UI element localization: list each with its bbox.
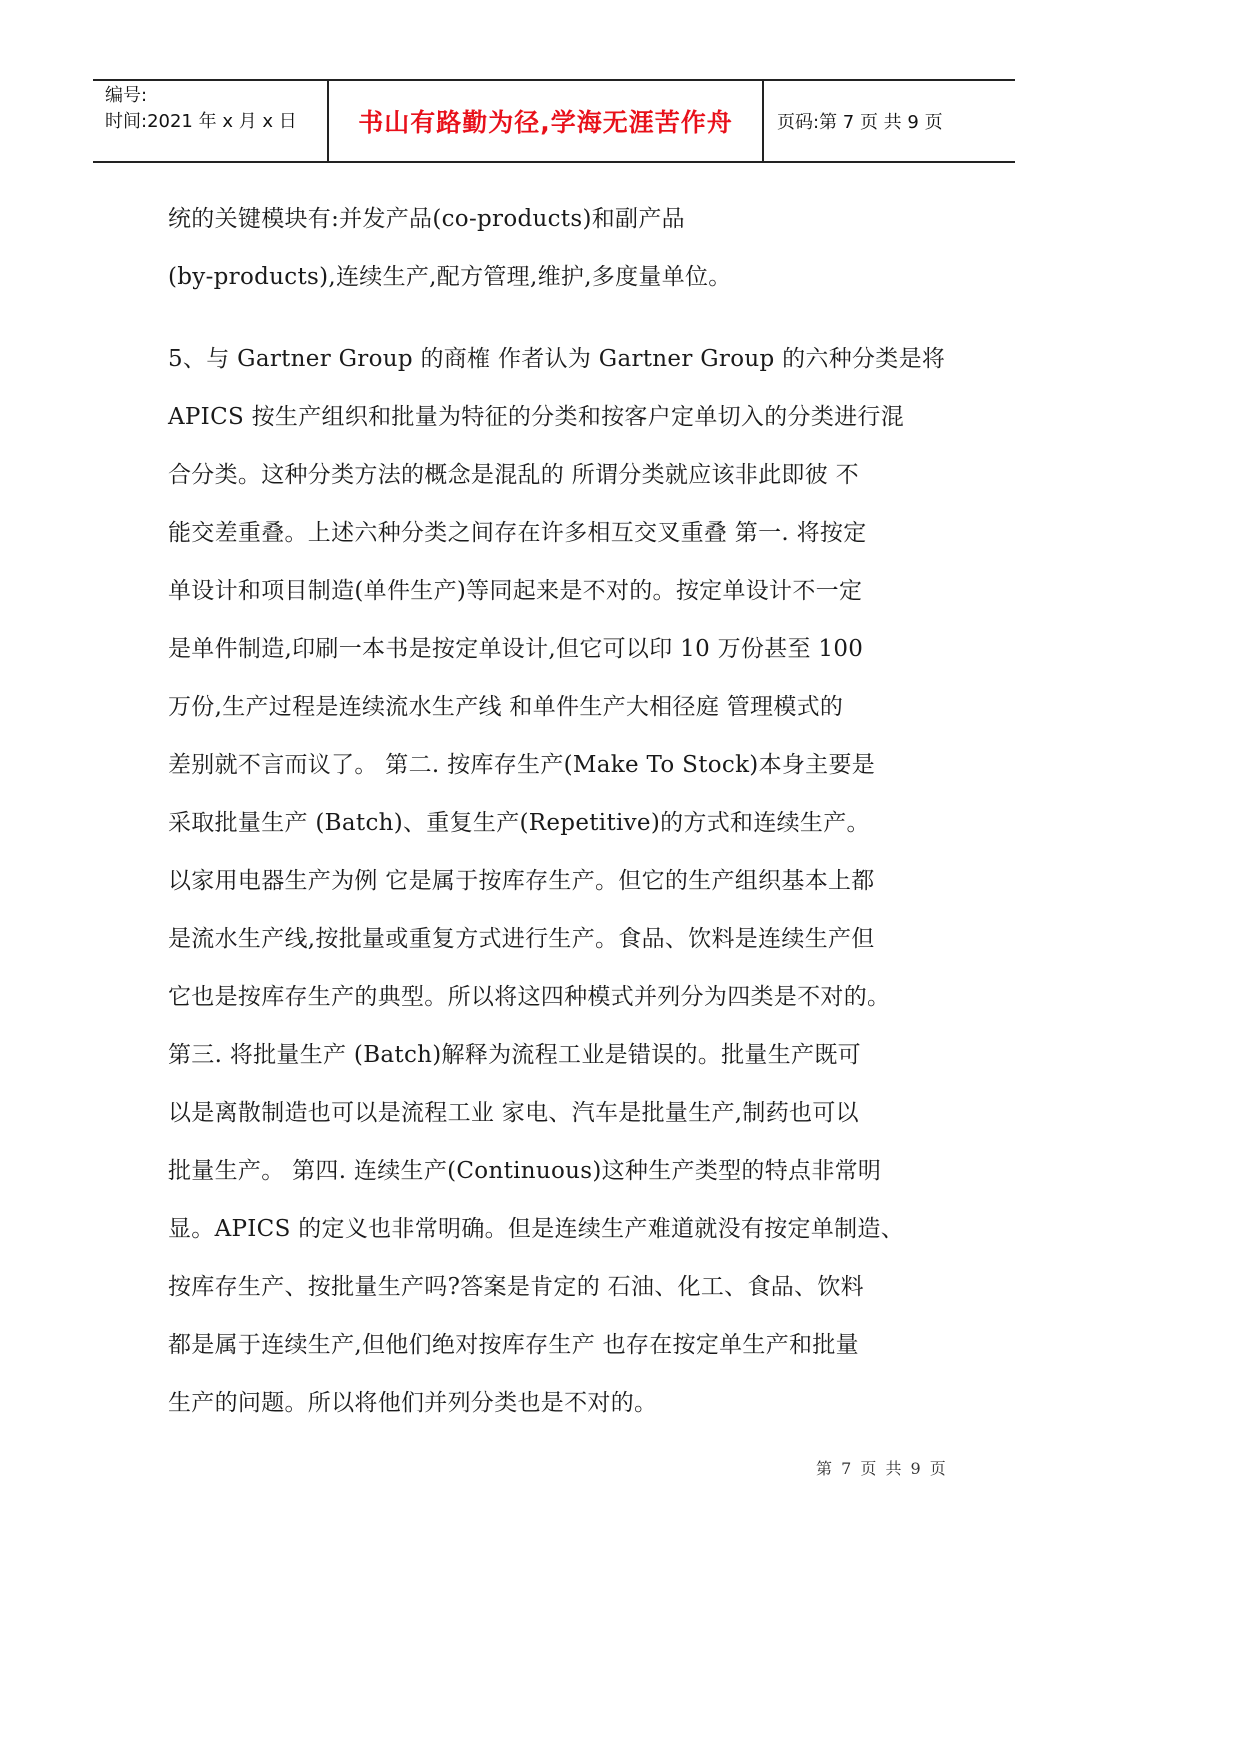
text-line: 万份,生产过程是连续流水生产线 和单件生产大相径庭 管理模式的 [168,694,844,720]
text-line: 批量生产。 第四. 连续生产(Continuous)这种生产类型的特点非常明 [168,1158,882,1184]
text-line: 统的关键模块有:并发产品(co-products)和副产品 [168,206,685,232]
document-header [93,79,1015,163]
paragraph-1 [168,190,968,306]
text-line: 是流水生产线,按批量或重复方式进行生产。食品、饮料是连续生产但 [168,926,875,952]
text-line: 采取批量生产 (Batch)、重复生产(Repetitive)的方式和连续生产。 [168,810,870,836]
document-body [168,190,968,1432]
text-line: 生产的问题。所以将他们并列分类也是不对的。 [168,1390,658,1416]
text-line: 是单件制造,印刷一本书是按定单设计,但它可以印 10 万份甚至 100 [168,636,864,662]
text-line: 以是离散制造也可以是流程工业 家电、汽车是批量生产,制药也可以 [168,1100,859,1126]
text-line: 单设计和项目制造(单件生产)等同起来是不对的。按定单设计不一定 [168,578,863,604]
header-divider-right [762,79,764,163]
text-line: 都是属于连续生产,但他们绝对按库存生产 也存在按定单生产和批量 [168,1332,859,1358]
header-meta [105,83,297,135]
text-line: 合分类。这种分类方法的概念是混乱的 所谓分类就应该非此即彼 不 [168,462,859,488]
text-line: 它也是按库存生产的典型。所以将这四种模式并列分为四类是不对的。 [168,984,891,1010]
text-line: 第三. 将批量生产 (Batch)解释为流程工业是错误的。批量生产既可 [168,1042,861,1068]
text-line: APICS 按生产组织和批量为特征的分类和按客户定单切入的分类进行混 [168,404,905,430]
footer-page-number: 第 7 页 共 9 页 [816,1459,948,1478]
text-line: 能交差重叠。上述六种分类之间存在许多相互交叉重叠 第一. 将按定 [168,520,867,546]
header-time-label: 时间:2021 年 x 月 x 日 [105,111,297,132]
header-motto: 书山有路勤为径,学海无涯苦作舟 [358,108,733,137]
text-line: 以家用电器生产为例 它是属于按库存生产。但它的生产组织基本上都 [168,868,875,894]
text-line: (by-products),连续生产,配方管理,维护,多度量单位。 [168,264,732,290]
text-line: 按库存生产、按批量生产吗?答案是肯定的 石油、化工、食品、饮料 [168,1274,864,1300]
text-line: 显。APICS 的定义也非常明确。但是连续生产难道就没有按定单制造、 [168,1216,905,1242]
paragraph-2 [168,330,968,1432]
header-page-number: 页码:第 7 页 共 9 页 [777,112,943,133]
text-line: 5、与 Gartner Group 的商榷 作者认为 Gartner Group 的六种分类是将 [168,346,946,372]
paragraph-spacer [168,306,968,330]
header-code-label: 编号: [105,85,148,106]
text-line: 差别就不言而议了。 第二. 按库存生产(Make To Stock)本身主要是 [168,752,876,778]
